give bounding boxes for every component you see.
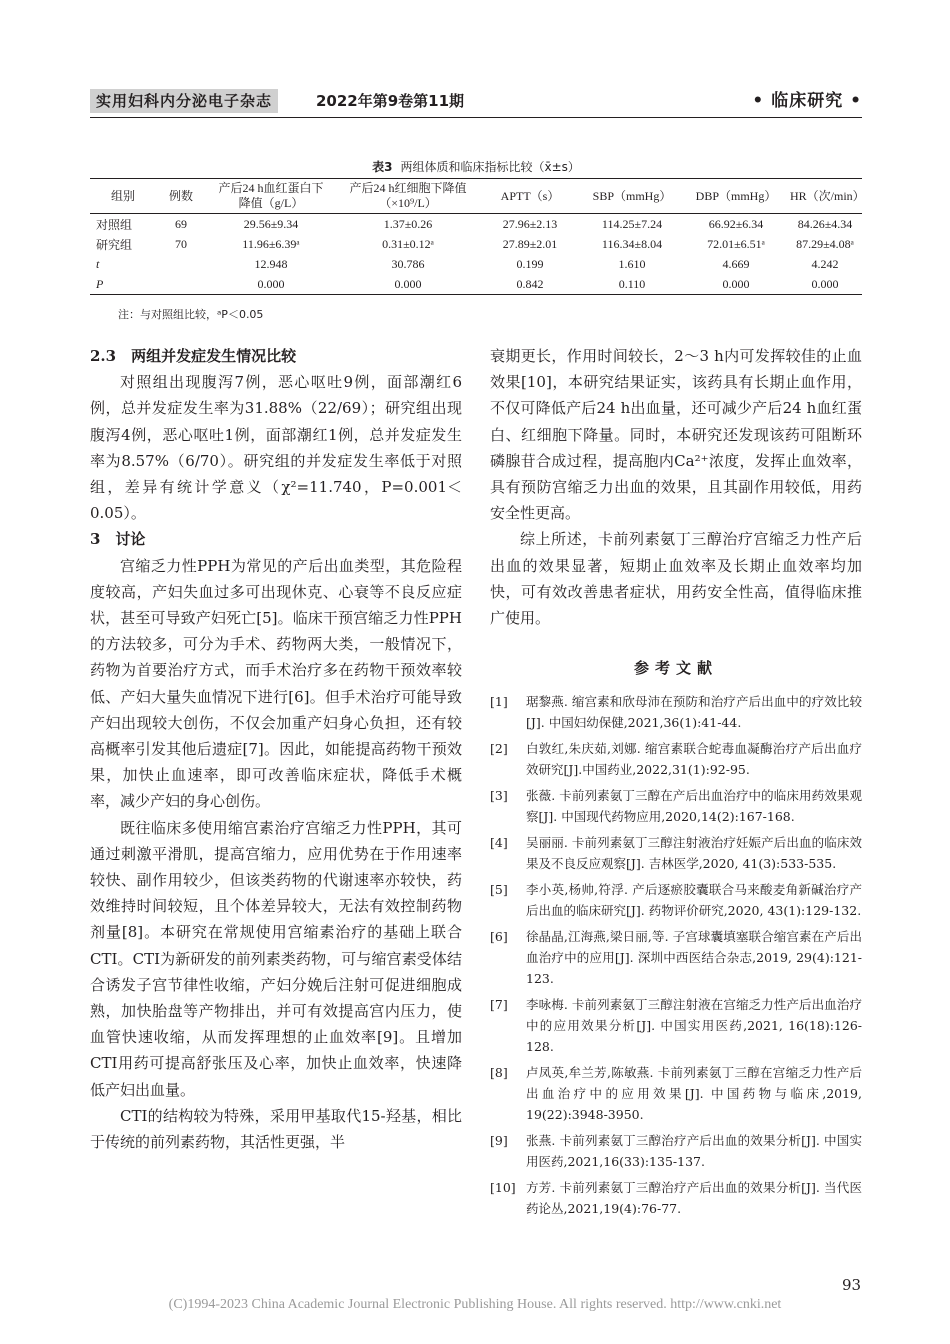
references-title: 参考文献	[633, 659, 718, 677]
table-header-row	[90, 179, 862, 214]
table-cell: 1.37±0.26	[383, 216, 433, 231]
section-label: • 临床研究 •	[752, 91, 862, 111]
table-cell	[156, 254, 206, 274]
paragraph: CTI的结构较为特殊，采用甲基取代15-羟基，相比于传统的前列素药物，其活性更强，半	[90, 1106, 462, 1152]
table-cell: 30.786	[391, 256, 425, 271]
table-row	[90, 234, 862, 254]
header-divider	[90, 117, 862, 118]
table-cell: 对照组	[96, 217, 133, 232]
paragraph: 既往临床多使用缩宫素治疗宫缩乏力性PPH，其可通过刺激平滑肌，提高宫缩力，应用优势在于作用速率较快、副作用较少，但该类药物的代谢速率亦较快，药效维持时间较短，且个体差异较大，无法有效控制药物剂量[8]。本研究在常规使用宫缩素治疗的基础上联合CTI。CTI为新研发的前列素类药物，可与缩宫素受体结合诱发子宫节律性收缩，产妇分娩后注射可促进细胞成熟，加快胎盘等产物排出，并可有效提高宫内压力，使血管快速收缩，从而发挥理想的止血效率[9]。且增加CTI用药可提高舒张压及心率，加快止血效率，快速降低产妇出血量。	[90, 818, 462, 1099]
data-table	[90, 178, 865, 295]
paragraph: 衰期更长，作用时间较长，2～3 h内可发挥较佳的止血效果[10]，本研究结果证实，该药具有长期止血作用，不仅可降低产后24 h出血量，还可减少产后24 h血红蛋白、红细胞下降量。同时，本研究还发现该药可阻断环磷腺苷合成过程，提高胞内Ca²⁺浓度，发挥止血效率，具有预防宫缩乏力出血的效果，且其副作用较低，用药安全性更高。	[490, 347, 862, 523]
table-cell: 0.842	[516, 276, 544, 291]
page-number: 93	[842, 1276, 862, 1294]
table-cell: 87.29±4.08ᵃ	[796, 236, 854, 251]
running-header	[90, 89, 862, 113]
table-cell: 0.000	[722, 276, 750, 291]
table-cell: 0.110	[618, 276, 646, 291]
table-cell: 84.26±4.34	[797, 216, 853, 231]
table-caption	[90, 158, 862, 175]
col-header-hr: HR（次/min）	[790, 188, 865, 203]
col-header-count: 例数	[168, 188, 193, 203]
table-cell: 29.56±9.34	[243, 216, 299, 231]
paragraph: 综上所述，卡前列素氨丁三醇治疗宫缩乏力性产后出血的效果显著，短期止血效率及长期止血效率均加快，可有效改善患者症状，用药安全性高，值得临床推广使用。	[490, 530, 862, 628]
col-header-rbc: 产后24 h红细胞下降值 （×10⁹/L）	[349, 181, 467, 210]
table-cell: 0.000	[811, 276, 839, 291]
table-cell: 0.000	[394, 276, 422, 291]
table-cell: t	[96, 256, 100, 271]
reference-item: [8] 卢凤英,牟兰芳,陈敏燕. 卡前列素氨丁三醇在宫缩乏力性产后出血治疗中的应用效果[J]. 中国药物与临床,2019, 19(22):3948-3950.	[490, 1065, 862, 1122]
table-cell: 研究组	[96, 237, 133, 252]
table-cell: 72.01±6.51ᵃ	[707, 236, 765, 251]
reference-item: [7] 李咏梅. 卡前列素氨丁三醇注射液在宫缩乏力性产后出血治疗中的应用效果分析[J]. 中国实用医药,2021, 16(18):126-128.	[490, 997, 862, 1054]
col-header-group: 组别	[110, 188, 135, 203]
table-cell: 0.000	[257, 276, 285, 291]
copyright-footer: (C)1994-2023 China Academic Journal Electronic Publishing House. All rights reserved. http://www.cnki.net	[168, 1297, 782, 1312]
table-cell: 12.948	[254, 256, 288, 271]
reference-item: [3] 张薇. 卡前列素氨丁三醇在产后出血治疗中的临床用药效果观察[J]. 中国现代药物应用,2020,14(2):167-168.	[490, 788, 862, 824]
table-cell: 4.242	[811, 256, 839, 271]
section-heading-3: 3 讨论	[90, 530, 146, 549]
table-cell: 11.96±6.39ᵃ	[242, 236, 300, 251]
table-cell: 69	[175, 216, 187, 231]
col-header-aptt: APTT（s）	[500, 188, 560, 203]
right-column	[490, 343, 862, 631]
reference-list	[490, 691, 862, 1224]
paragraph: 宫缩乏力性PPH为常见的产后出血类型，其危险程度较高，产妇失血过多可出现休克、心衰等不良反应症状，甚至可导致产妇死亡[5]。临床干预宫缩乏力性PPH的方法较多，可分为手术、药物两大类，一般情况下，药物为首要治疗方式，而手术治疗多在药物干预效率较低、产妇大量失血情况下进行[6]。但手术治疗可能导致产妇出现较大创伤，不仅会加重产妇身心负担，还有较高概率引发其他后遗症[7]。因此，如能提高药物干预效果，加快止血速率，即可改善临床症状，降低手术概率，减少产妇的身心创伤。	[90, 556, 462, 811]
paragraph: 对照组出现腹泻7例，恶心呕吐9例，面部潮红6例，总并发症发生率为31.88%（22/69）；研究组出现腹泻4例，恶心呕吐1例，面部潮红1例，总并发症发生率为8.57%（6/70）。研究组的并发症发生率低于对照组，差异有统计学意义（χ²=11.740，P=0.001＜0.05）。	[90, 373, 462, 523]
table-cell: 66.92±6.34	[708, 216, 764, 231]
reference-item: [6] 徐晶晶,江海燕,梁日丽,等. 子宫球囊填塞联合缩宫素在产后出血治疗中的应用[J]. 深圳中西医结合杂志,2019, 29(4):121-123.	[490, 929, 862, 986]
table-label: 表3	[372, 160, 393, 174]
reference-item: [9] 张燕. 卡前列素氨丁三醇治疗产后出血的效果分析[J]. 中国实用医药,2021,16(33):135-137.	[490, 1133, 862, 1169]
table-cell: 0.199	[516, 256, 544, 271]
table-cell: 27.89±2.01	[502, 236, 558, 251]
table-row	[90, 254, 862, 274]
reference-item: [2] 白敦红,朱庆茹,刘娜. 缩宫素联合蛇毒血凝酶治疗产后出血疗效研究[J].中国药业,2022,31(1):92-95.	[490, 741, 862, 777]
table-row	[90, 274, 862, 295]
issue-info: 2022年第9卷第11期	[316, 92, 465, 110]
table-cell: 27.96±2.13	[502, 216, 558, 231]
col-header-dbp: DBP（mmHg）	[695, 188, 777, 203]
table-cell: 0.31±0.12ᵃ	[382, 236, 434, 251]
table-cell: 116.34±8.04	[601, 236, 663, 251]
table-cell: 1.610	[618, 256, 646, 271]
table-row	[90, 214, 862, 235]
col-header-sbp: SBP（mmHg）	[592, 188, 672, 203]
left-column	[90, 343, 462, 1155]
reference-item: [4] 吴丽丽. 卡前列素氨丁三醇注射液治疗妊娠产后出血的临床效果及不良反应观察[J]. 吉林医学,2020, 41(3):533-535.	[490, 835, 862, 871]
table-cell: 114.25±7.24	[601, 216, 663, 231]
table-title: 两组体质和临床指标比较（x̄±s）	[400, 160, 580, 174]
col-header-hemoglobin: 产后24 h血红蛋白下 降值（g/L）	[218, 181, 324, 210]
table-cell: 70	[175, 236, 187, 251]
table-cell: 4.669	[722, 256, 750, 271]
table-note: 注：与对照组比较，ᵃP＜0.05	[118, 308, 264, 321]
table-cell: P	[96, 276, 104, 291]
table-cell	[156, 274, 206, 295]
journal-title: 实用妇科内分泌电子杂志	[90, 89, 278, 113]
section-heading-2-3: 2.3 两组并发症发生情况比较	[90, 347, 297, 365]
reference-item: [10] 方芳. 卡前列素氨丁三醇治疗产后出血的效果分析[J]. 当代医药论丛,2021,19(4):76-77.	[490, 1180, 862, 1216]
reference-item: [5] 李小英,杨帅,符浮. 产后逐瘀胶囊联合马来酸麦角新碱治疗产后出血的临床研究[J]. 药物评价研究,2020, 43(1):129-132.	[490, 882, 862, 918]
reference-item: [1] 琚黎燕. 缩宫素和欣母沛在预防和治疗产后出血中的疗效比较[J]. 中国妇幼保健,2021,36(1):41-44.	[490, 694, 862, 730]
